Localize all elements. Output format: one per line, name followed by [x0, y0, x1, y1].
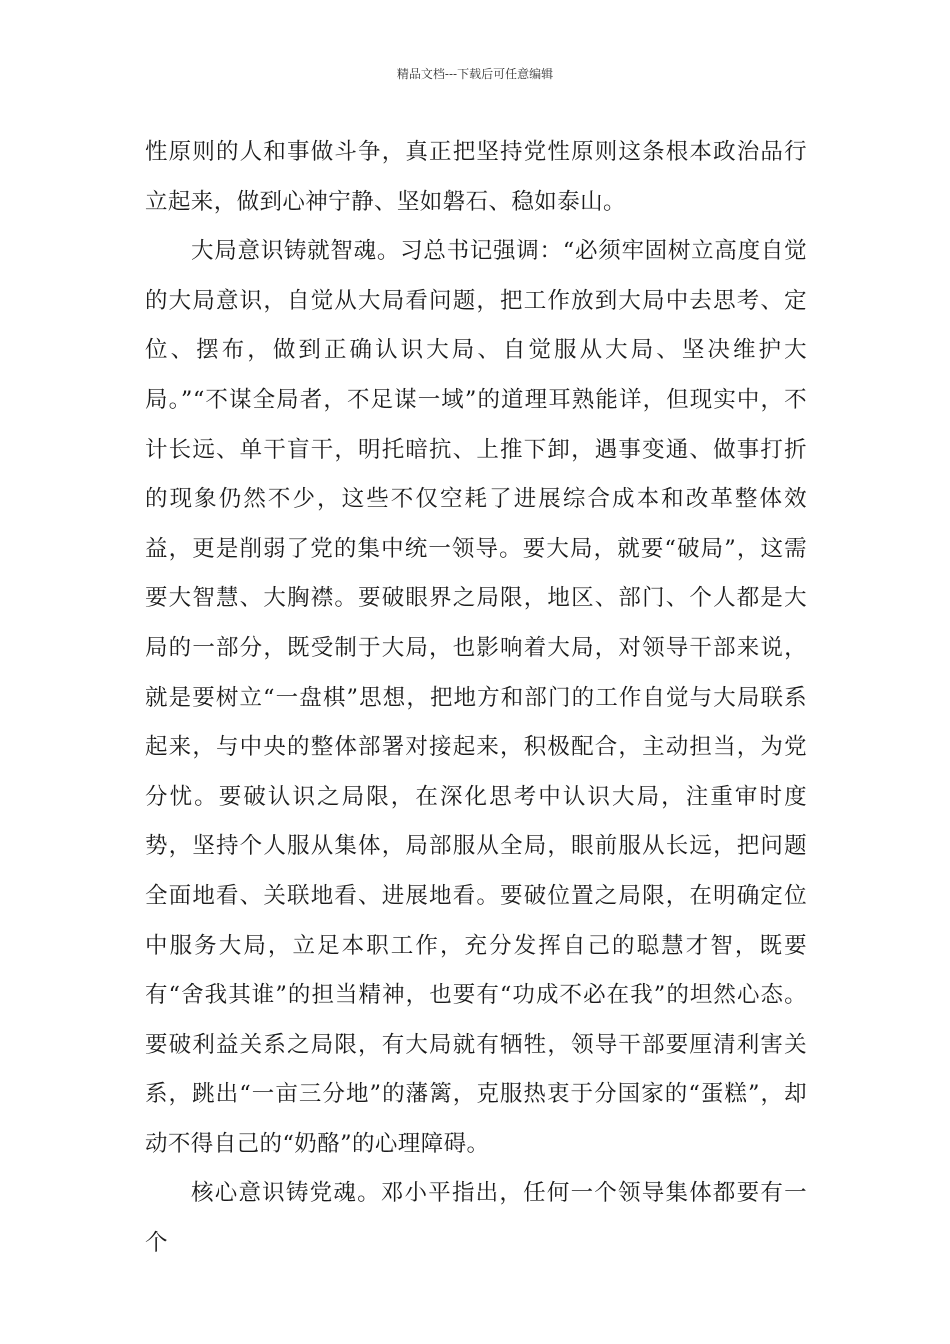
paragraph-continuation: 性原则的人和事做斗争，真正把坚持党性原则这条根本政治品行立起来，做到心神宁静、坚如磐石、稳如泰山。	[145, 139, 807, 215]
paragraph-overall-awareness: 大局意识铸就智魂。习总书记强调：“必须牢固树立高度自觉的大局意识，自觉从大局看问题，把工作放到大局中去思考、定位、摆布，做到正确认识大局、自觉服从大局、坚决维护大局。”“不谋全局者，不足谋一域”的道理耳熟能详，但现实中，不计长远、单干盲干，明托暗抗、上推下卸，遇事变通、做事打折的现象仍然不少，这些不仅空耗了进展综合成本和改革整体效益，更是削弱了党的集中统一领导。要大局，就要“破局”，这需要大智慧、大胸襟。要破眼界之局限，地区、部门、个人都是大局的一部分，既受制于大局，也影响着大局，对领导干部来说，就是要树立“一盘棋”思想，把地方和部门的工作自觉与大局联系起来，与中央的整体部署对接起来，积极配合，主动担当，为党分忧。要破认识之局限，在深化思考中认识大局，注重审时度势，坚持个人服从集体，局部服从全局，眼前服从长远，把问题全面地看、关联地看、进展地看。要破位置之局限，在明确定位中服务大局，立足本职工作，充分发挥自己的聪慧才智，既要有“舍我其谁”的担当精神，也要有“功成不必在我”的坦然心态。要破利益关系之局限，有大局就有牺牲，领导干部要厘清利害关系，跳出“一亩三分地”的藩篱，克服热衷于分国家的“蛋糕”，却动不得自己的“奶酪”的心理障碍。	[145, 238, 807, 1157]
page-header: 精品文档---下载后可任意编辑	[396, 67, 554, 81]
paragraph-core-awareness: 核心意识铸党魂。邓小平指出，任何一个领导集体都要有一个	[145, 1180, 807, 1257]
document-body	[145, 128, 807, 1269]
